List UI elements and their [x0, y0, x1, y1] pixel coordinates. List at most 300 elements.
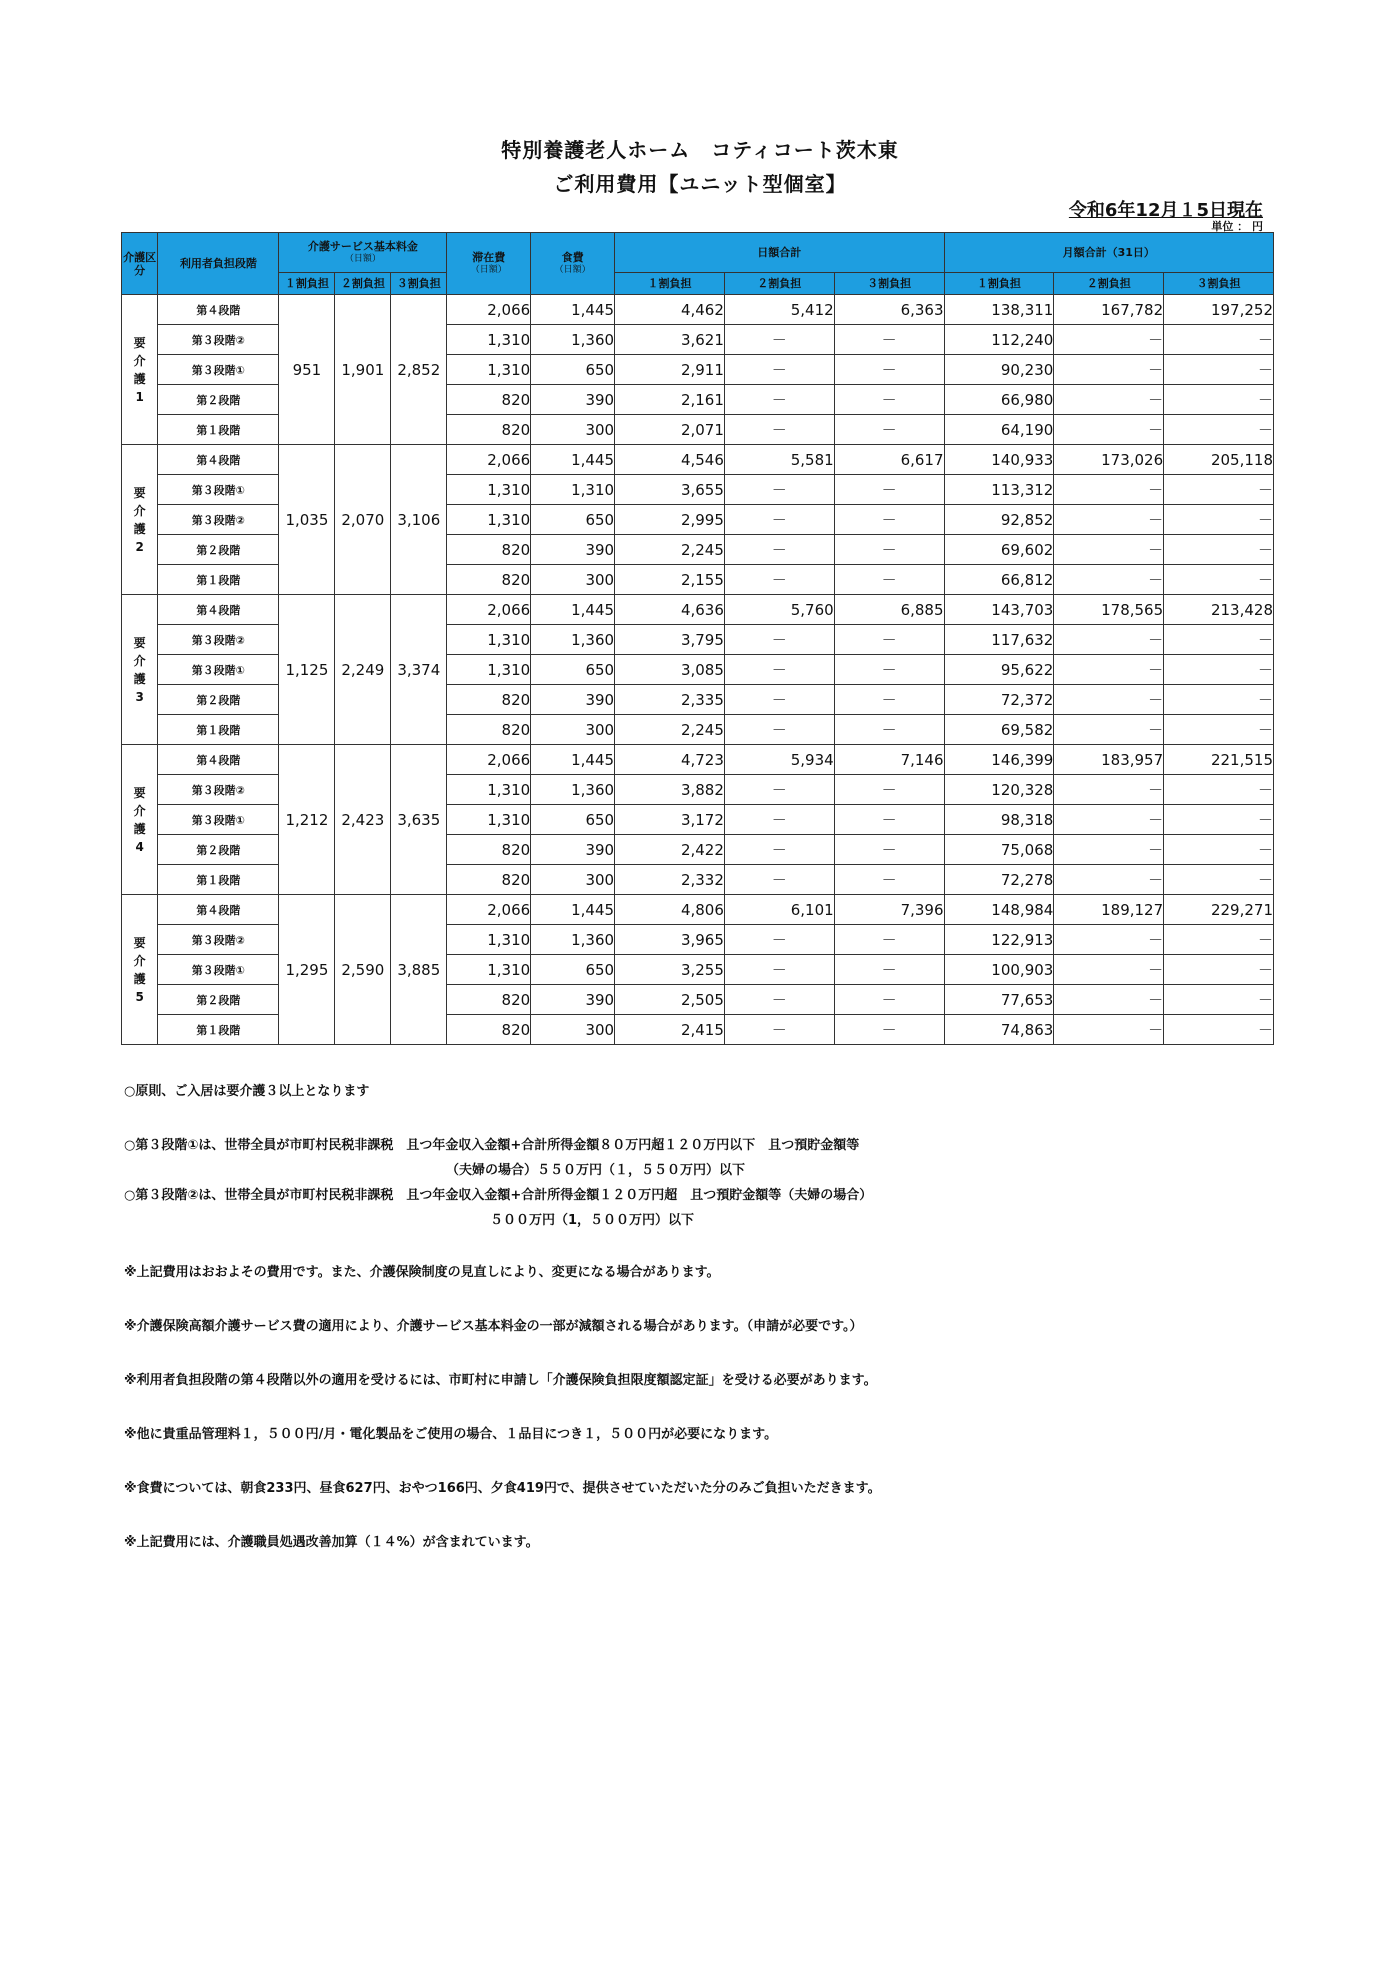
- monthly-pct2-cell: －: [1054, 955, 1164, 985]
- care-level-cell: [122, 295, 158, 445]
- base-fee-pct3-cell: 3,885: [391, 895, 447, 1045]
- header-monthly-pct3: ３割負担: [1164, 273, 1274, 295]
- monthly-pct1-cell: 69,582: [944, 715, 1054, 745]
- daily-pct1-cell: 2,911: [615, 355, 725, 385]
- base-fee-pct1-cell: 1,212: [279, 745, 335, 895]
- monthly-pct3-cell: －: [1164, 985, 1274, 1015]
- daily-pct1-cell: 3,621: [615, 325, 725, 355]
- daily-pct1-cell: 2,422: [615, 835, 725, 865]
- daily-pct3-cell: 6,363: [834, 295, 944, 325]
- care-level-cell: [122, 745, 158, 895]
- care-level-char: 護: [133, 821, 146, 836]
- burden-stage-cell: 第４段階: [158, 445, 279, 475]
- note-item: ○第３段階①は、世帯全員が市町村民税非課税 且つ年金収入金額+合計所得金額８０万円超１２０万円以下 且つ預貯金額等: [124, 1138, 860, 1153]
- table-row: [122, 295, 1274, 325]
- daily-pct1-cell: 3,882: [615, 775, 725, 805]
- daily-pct2-cell: －: [724, 655, 834, 685]
- monthly-pct2-cell: 173,026: [1054, 445, 1164, 475]
- stay-fee-cell: 1,310: [447, 325, 531, 355]
- daily-pct2-cell: －: [724, 535, 834, 565]
- daily-pct2-cell: 5,760: [724, 595, 834, 625]
- monthly-pct1-cell: 90,230: [944, 355, 1054, 385]
- daily-pct2-cell: －: [724, 415, 834, 445]
- header-care-category: 介護区分: [122, 233, 158, 295]
- care-level-char: 介: [133, 503, 146, 518]
- daily-pct1-cell: 4,546: [615, 445, 725, 475]
- monthly-pct1-cell: 98,318: [944, 805, 1054, 835]
- meal-fee-cell: 300: [531, 415, 615, 445]
- monthly-pct2-cell: －: [1054, 415, 1164, 445]
- facility-title: 特別養護老人ホーム コティコート茨木東: [501, 138, 899, 162]
- table-row: [122, 895, 1274, 925]
- daily-pct1-cell: 3,255: [615, 955, 725, 985]
- monthly-pct2-cell: 183,957: [1054, 745, 1164, 775]
- care-level-cell: [122, 595, 158, 745]
- care-level-char: 護: [133, 971, 146, 986]
- header-burden-stage: 利用者負担段階: [158, 233, 279, 295]
- monthly-pct2-cell: －: [1054, 775, 1164, 805]
- stay-fee-cell: 820: [447, 715, 531, 745]
- monthly-pct1-cell: 72,372: [944, 685, 1054, 715]
- monthly-pct1-cell: 117,632: [944, 625, 1054, 655]
- monthly-pct3-cell: －: [1164, 385, 1274, 415]
- header-daily-pct2: ２割負担: [724, 273, 834, 295]
- meal-fee-cell: 650: [531, 655, 615, 685]
- daily-pct3-cell: －: [834, 835, 944, 865]
- stay-fee-cell: 820: [447, 865, 531, 895]
- burden-stage-cell: 第２段階: [158, 835, 279, 865]
- daily-pct3-cell: －: [834, 715, 944, 745]
- base-fee-pct1-cell: 1,295: [279, 895, 335, 1045]
- burden-stage-cell: 第２段階: [158, 535, 279, 565]
- note-item: ※食費については、朝食233円、昼食627円、おやつ166円、夕食419円で、提供させていただいた分のみご負担いただきます。: [124, 1481, 881, 1496]
- daily-pct3-cell: 6,617: [834, 445, 944, 475]
- base-fee-pct1-cell: 1,125: [279, 595, 335, 745]
- stay-fee-cell: 2,066: [447, 595, 531, 625]
- meal-fee-cell: 1,445: [531, 745, 615, 775]
- meal-fee-cell: 300: [531, 1015, 615, 1045]
- daily-pct1-cell: 3,172: [615, 805, 725, 835]
- base-fee-pct3-cell: 3,635: [391, 745, 447, 895]
- base-fee-pct2-cell: 2,590: [335, 895, 391, 1045]
- daily-pct1-cell: 2,332: [615, 865, 725, 895]
- stay-fee-cell: 820: [447, 1015, 531, 1045]
- monthly-pct3-cell: －: [1164, 775, 1274, 805]
- daily-pct3-cell: －: [834, 505, 944, 535]
- care-level-char: 5: [135, 989, 144, 1004]
- daily-pct2-cell: －: [724, 865, 834, 895]
- monthly-pct2-cell: －: [1054, 505, 1164, 535]
- header-daily-pct1: １割負担: [615, 273, 725, 295]
- daily-pct2-cell: －: [724, 955, 834, 985]
- monthly-pct3-cell: －: [1164, 835, 1274, 865]
- daily-pct3-cell: －: [834, 955, 944, 985]
- daily-pct1-cell: 3,085: [615, 655, 725, 685]
- daily-pct2-cell: －: [724, 775, 834, 805]
- daily-pct2-cell: －: [724, 835, 834, 865]
- daily-pct2-cell: －: [724, 385, 834, 415]
- care-level-char: 1: [135, 389, 144, 404]
- daily-pct1-cell: 4,636: [615, 595, 725, 625]
- monthly-pct1-cell: 100,903: [944, 955, 1054, 985]
- fee-table: [121, 232, 1274, 1045]
- monthly-pct2-cell: －: [1054, 655, 1164, 685]
- meal-fee-cell: 650: [531, 805, 615, 835]
- daily-pct3-cell: －: [834, 775, 944, 805]
- header-monthly-total: 月額合計（31日）: [944, 233, 1273, 273]
- as-of-date: 令和6年12月１5日現在: [1068, 200, 1263, 221]
- monthly-pct3-cell: －: [1164, 715, 1274, 745]
- daily-pct3-cell: －: [834, 475, 944, 505]
- meal-fee-cell: 390: [531, 985, 615, 1015]
- meal-fee-cell: 650: [531, 355, 615, 385]
- daily-pct3-cell: －: [834, 865, 944, 895]
- care-level-char: 4: [135, 839, 144, 854]
- daily-pct3-cell: －: [834, 325, 944, 355]
- care-level-char: 介: [133, 653, 146, 668]
- monthly-pct3-cell: －: [1164, 325, 1274, 355]
- monthly-pct2-cell: －: [1054, 715, 1164, 745]
- burden-stage-cell: 第３段階②: [158, 775, 279, 805]
- note-item: ※利用者負担段階の第４段階以外の適用を受けるには、市町村に申請し「介護保険負担限度額認定証」を受ける必要があります。: [124, 1373, 877, 1388]
- daily-pct1-cell: 3,655: [615, 475, 725, 505]
- meal-fee-cell: 300: [531, 865, 615, 895]
- header-stay-fee-label: 滞在費: [472, 250, 506, 264]
- monthly-pct1-cell: 143,703: [944, 595, 1054, 625]
- daily-pct2-cell: －: [724, 715, 834, 745]
- daily-pct1-cell: 2,415: [615, 1015, 725, 1045]
- monthly-pct3-cell: 197,252: [1164, 295, 1274, 325]
- monthly-pct1-cell: 95,622: [944, 655, 1054, 685]
- daily-pct3-cell: －: [834, 805, 944, 835]
- daily-pct2-cell: －: [724, 325, 834, 355]
- monthly-pct2-cell: －: [1054, 865, 1164, 895]
- daily-pct1-cell: 2,071: [615, 415, 725, 445]
- document-subtitle: ご利用費用【ユニット型個室】: [553, 172, 847, 196]
- burden-stage-cell: 第１段階: [158, 415, 279, 445]
- monthly-pct1-cell: 113,312: [944, 475, 1054, 505]
- header-meal-fee-label: 食費: [561, 250, 584, 264]
- note-item: ※上記費用はおおよその費用です。また、介護保険制度の見直しにより、変更になる場合があります。: [124, 1265, 720, 1280]
- monthly-pct2-cell: －: [1054, 1015, 1164, 1045]
- monthly-pct1-cell: 66,980: [944, 385, 1054, 415]
- daily-pct1-cell: 4,806: [615, 895, 725, 925]
- meal-fee-cell: 1,445: [531, 595, 615, 625]
- daily-pct2-cell: －: [724, 925, 834, 955]
- daily-pct3-cell: －: [834, 625, 944, 655]
- monthly-pct2-cell: －: [1054, 565, 1164, 595]
- header-stay-fee-sub: （日額）: [470, 264, 507, 275]
- daily-pct3-cell: －: [834, 1015, 944, 1045]
- burden-stage-cell: 第４段階: [158, 295, 279, 325]
- monthly-pct1-cell: 92,852: [944, 505, 1054, 535]
- base-fee-pct2-cell: 1,901: [335, 295, 391, 445]
- base-fee-pct1-cell: 951: [279, 295, 335, 445]
- meal-fee-cell: 390: [531, 835, 615, 865]
- daily-pct3-cell: －: [834, 565, 944, 595]
- monthly-pct3-cell: 221,515: [1164, 745, 1274, 775]
- daily-pct2-cell: －: [724, 475, 834, 505]
- monthly-pct2-cell: －: [1054, 355, 1164, 385]
- monthly-pct3-cell: 229,271: [1164, 895, 1274, 925]
- header-base-pct1: １割負担: [279, 273, 335, 295]
- burden-stage-cell: 第３段階②: [158, 625, 279, 655]
- monthly-pct2-cell: －: [1054, 925, 1164, 955]
- meal-fee-cell: 1,360: [531, 775, 615, 805]
- care-level-cell: [122, 445, 158, 595]
- meal-fee-cell: 300: [531, 565, 615, 595]
- daily-pct3-cell: 6,885: [834, 595, 944, 625]
- care-level-char: 護: [133, 521, 146, 536]
- burden-stage-cell: 第３段階②: [158, 925, 279, 955]
- monthly-pct1-cell: 77,653: [944, 985, 1054, 1015]
- base-fee-pct3-cell: 2,852: [391, 295, 447, 445]
- header-base-fee: [279, 233, 447, 273]
- monthly-pct2-cell: －: [1054, 625, 1164, 655]
- monthly-pct2-cell: －: [1054, 385, 1164, 415]
- stay-fee-cell: 2,066: [447, 895, 531, 925]
- monthly-pct1-cell: 66,812: [944, 565, 1054, 595]
- daily-pct1-cell: 2,995: [615, 505, 725, 535]
- care-level-char: 要: [133, 935, 146, 950]
- monthly-pct1-cell: 72,278: [944, 865, 1054, 895]
- monthly-pct1-cell: 148,984: [944, 895, 1054, 925]
- stay-fee-cell: 1,310: [447, 655, 531, 685]
- monthly-pct1-cell: 74,863: [944, 1015, 1054, 1045]
- monthly-pct2-cell: 178,565: [1054, 595, 1164, 625]
- daily-pct2-cell: －: [724, 625, 834, 655]
- burden-stage-cell: 第４段階: [158, 895, 279, 925]
- daily-pct3-cell: －: [834, 655, 944, 685]
- daily-pct3-cell: －: [834, 685, 944, 715]
- meal-fee-cell: 1,445: [531, 295, 615, 325]
- header-meal-fee: [531, 233, 615, 295]
- meal-fee-cell: 390: [531, 385, 615, 415]
- stay-fee-cell: 820: [447, 985, 531, 1015]
- base-fee-pct1-cell: 1,035: [279, 445, 335, 595]
- stay-fee-cell: 1,310: [447, 625, 531, 655]
- care-level-char: 護: [133, 371, 146, 386]
- monthly-pct1-cell: 120,328: [944, 775, 1054, 805]
- base-fee-pct2-cell: 2,423: [335, 745, 391, 895]
- header-base-fee-sub: （日額）: [344, 253, 381, 264]
- care-level-char: 要: [133, 635, 146, 650]
- burden-stage-cell: 第４段階: [158, 745, 279, 775]
- care-level-char: 介: [133, 353, 146, 368]
- stay-fee-cell: 1,310: [447, 505, 531, 535]
- burden-stage-cell: 第３段階②: [158, 325, 279, 355]
- stay-fee-cell: 1,310: [447, 475, 531, 505]
- unit-label: 単位 ： 円: [1211, 220, 1263, 233]
- base-fee-pct3-cell: 3,106: [391, 445, 447, 595]
- header-stay-fee: [447, 233, 531, 295]
- monthly-pct2-cell: －: [1054, 985, 1164, 1015]
- meal-fee-cell: 390: [531, 535, 615, 565]
- monthly-pct2-cell: －: [1054, 685, 1164, 715]
- base-fee-pct2-cell: 2,249: [335, 595, 391, 745]
- monthly-pct3-cell: －: [1164, 865, 1274, 895]
- monthly-pct2-cell: －: [1054, 535, 1164, 565]
- base-fee-pct2-cell: 2,070: [335, 445, 391, 595]
- daily-pct2-cell: －: [724, 685, 834, 715]
- header-base-pct2: ２割負担: [335, 273, 391, 295]
- stay-fee-cell: 2,066: [447, 445, 531, 475]
- daily-pct3-cell: －: [834, 355, 944, 385]
- daily-pct2-cell: 5,934: [724, 745, 834, 775]
- monthly-pct1-cell: 75,068: [944, 835, 1054, 865]
- monthly-pct2-cell: 189,127: [1054, 895, 1164, 925]
- daily-pct1-cell: 2,335: [615, 685, 725, 715]
- header-base-fee-label: 介護サービス基本料金: [307, 239, 418, 253]
- monthly-pct3-cell: －: [1164, 475, 1274, 505]
- monthly-pct3-cell: 205,118: [1164, 445, 1274, 475]
- monthly-pct3-cell: －: [1164, 925, 1274, 955]
- burden-stage-cell: 第２段階: [158, 985, 279, 1015]
- daily-pct3-cell: 7,396: [834, 895, 944, 925]
- monthly-pct1-cell: 112,240: [944, 325, 1054, 355]
- burden-stage-cell: 第２段階: [158, 385, 279, 415]
- care-level-char: 護: [133, 671, 146, 686]
- monthly-pct3-cell: －: [1164, 685, 1274, 715]
- meal-fee-cell: 650: [531, 505, 615, 535]
- daily-pct1-cell: 2,155: [615, 565, 725, 595]
- daily-pct3-cell: －: [834, 925, 944, 955]
- monthly-pct3-cell: －: [1164, 625, 1274, 655]
- stay-fee-cell: 1,310: [447, 355, 531, 385]
- care-level-char: 介: [133, 803, 146, 818]
- meal-fee-cell: 1,360: [531, 625, 615, 655]
- monthly-pct3-cell: －: [1164, 355, 1274, 385]
- meal-fee-cell: 650: [531, 955, 615, 985]
- care-level-char: 要: [133, 335, 146, 350]
- daily-pct2-cell: －: [724, 355, 834, 385]
- daily-pct2-cell: －: [724, 565, 834, 595]
- daily-pct3-cell: －: [834, 985, 944, 1015]
- monthly-pct1-cell: 64,190: [944, 415, 1054, 445]
- burden-stage-cell: 第１段階: [158, 1015, 279, 1045]
- burden-stage-cell: 第１段階: [158, 565, 279, 595]
- monthly-pct3-cell: 213,428: [1164, 595, 1274, 625]
- note-item: ※他に貴重品管理料１，５００円/月・電化製品をご使用の場合、１品目につき１，５００円が必要になります。: [124, 1427, 778, 1442]
- monthly-pct3-cell: －: [1164, 505, 1274, 535]
- note-item: ※上記費用には、介護職員処遇改善加算（１４%）が含まれています。: [124, 1535, 539, 1550]
- daily-pct1-cell: 3,795: [615, 625, 725, 655]
- care-level-cell: [122, 895, 158, 1045]
- meal-fee-cell: 300: [531, 715, 615, 745]
- stay-fee-cell: 2,066: [447, 745, 531, 775]
- daily-pct2-cell: 5,412: [724, 295, 834, 325]
- stay-fee-cell: 2,066: [447, 295, 531, 325]
- meal-fee-cell: 1,360: [531, 925, 615, 955]
- daily-pct1-cell: 2,245: [615, 535, 725, 565]
- care-level-char: 介: [133, 953, 146, 968]
- monthly-pct3-cell: －: [1164, 955, 1274, 985]
- monthly-pct2-cell: －: [1054, 805, 1164, 835]
- stay-fee-cell: 820: [447, 385, 531, 415]
- note-item: ○第３段階②は、世帯全員が市町村民税非課税 且つ年金収入金額+合計所得金額１２０万円超 且つ預貯金額等（夫婦の場合）: [124, 1188, 873, 1203]
- stay-fee-cell: 820: [447, 565, 531, 595]
- monthly-pct2-cell: －: [1054, 835, 1164, 865]
- meal-fee-cell: 1,445: [531, 445, 615, 475]
- note-item: （夫婦の場合）５５０万円（１，５５０万円）以下: [446, 1163, 746, 1178]
- burden-stage-cell: 第３段階①: [158, 355, 279, 385]
- burden-stage-cell: 第１段階: [158, 865, 279, 895]
- daily-pct2-cell: －: [724, 1015, 834, 1045]
- daily-pct2-cell: 6,101: [724, 895, 834, 925]
- stay-fee-cell: 1,310: [447, 925, 531, 955]
- stay-fee-cell: 1,310: [447, 805, 531, 835]
- daily-pct2-cell: 5,581: [724, 445, 834, 475]
- burden-stage-cell: 第３段階①: [158, 655, 279, 685]
- daily-pct1-cell: 2,161: [615, 385, 725, 415]
- note-item: ※介護保険高額介護サービス費の適用により、介護サービス基本料金の一部が減額される場合があります。（申請が必要です。）: [124, 1319, 863, 1334]
- monthly-pct1-cell: 146,399: [944, 745, 1054, 775]
- monthly-pct2-cell: 167,782: [1054, 295, 1164, 325]
- daily-pct1-cell: 4,723: [615, 745, 725, 775]
- table-row: [122, 595, 1274, 625]
- stay-fee-cell: 820: [447, 685, 531, 715]
- monthly-pct3-cell: －: [1164, 535, 1274, 565]
- note-item: ○原則、ご入居は要介護３以上となります: [124, 1084, 370, 1099]
- monthly-pct1-cell: 138,311: [944, 295, 1054, 325]
- header-daily-total: 日額合計: [615, 233, 944, 273]
- care-level-char: 3: [135, 689, 144, 704]
- header-base-pct3: ３割負担: [391, 273, 447, 295]
- daily-pct1-cell: 4,462: [615, 295, 725, 325]
- table-row: [122, 445, 1274, 475]
- stay-fee-cell: 820: [447, 535, 531, 565]
- daily-pct1-cell: 2,245: [615, 715, 725, 745]
- monthly-pct2-cell: －: [1054, 325, 1164, 355]
- daily-pct2-cell: －: [724, 985, 834, 1015]
- burden-stage-cell: 第２段階: [158, 685, 279, 715]
- header-monthly-pct1: １割負担: [944, 273, 1054, 295]
- meal-fee-cell: 1,360: [531, 325, 615, 355]
- daily-pct2-cell: －: [724, 505, 834, 535]
- burden-stage-cell: 第３段階①: [158, 805, 279, 835]
- daily-pct1-cell: 3,965: [615, 925, 725, 955]
- monthly-pct3-cell: －: [1164, 1015, 1274, 1045]
- header-meal-fee-sub: （日額）: [554, 264, 591, 275]
- meal-fee-cell: 1,445: [531, 895, 615, 925]
- stay-fee-cell: 1,310: [447, 955, 531, 985]
- monthly-pct3-cell: －: [1164, 415, 1274, 445]
- monthly-pct3-cell: －: [1164, 565, 1274, 595]
- daily-pct2-cell: －: [724, 805, 834, 835]
- burden-stage-cell: 第１段階: [158, 715, 279, 745]
- fee-table-body: [122, 295, 1274, 1045]
- daily-pct3-cell: －: [834, 415, 944, 445]
- header-monthly-pct2: ２割負担: [1054, 273, 1164, 295]
- monthly-pct3-cell: －: [1164, 655, 1274, 685]
- stay-fee-cell: 820: [447, 835, 531, 865]
- daily-pct1-cell: 2,505: [615, 985, 725, 1015]
- burden-stage-cell: 第３段階②: [158, 505, 279, 535]
- monthly-pct3-cell: －: [1164, 805, 1274, 835]
- monthly-pct1-cell: 122,913: [944, 925, 1054, 955]
- table-row: [122, 745, 1274, 775]
- daily-pct3-cell: －: [834, 385, 944, 415]
- note-item: ５００万円（1，５００万円）以下: [490, 1213, 695, 1228]
- daily-pct3-cell: 7,146: [834, 745, 944, 775]
- header-daily-pct3: ３割負担: [834, 273, 944, 295]
- monthly-pct1-cell: 69,602: [944, 535, 1054, 565]
- monthly-pct1-cell: 140,933: [944, 445, 1054, 475]
- care-level-char: 要: [133, 785, 146, 800]
- daily-pct3-cell: －: [834, 535, 944, 565]
- burden-stage-cell: 第４段階: [158, 595, 279, 625]
- meal-fee-cell: 390: [531, 685, 615, 715]
